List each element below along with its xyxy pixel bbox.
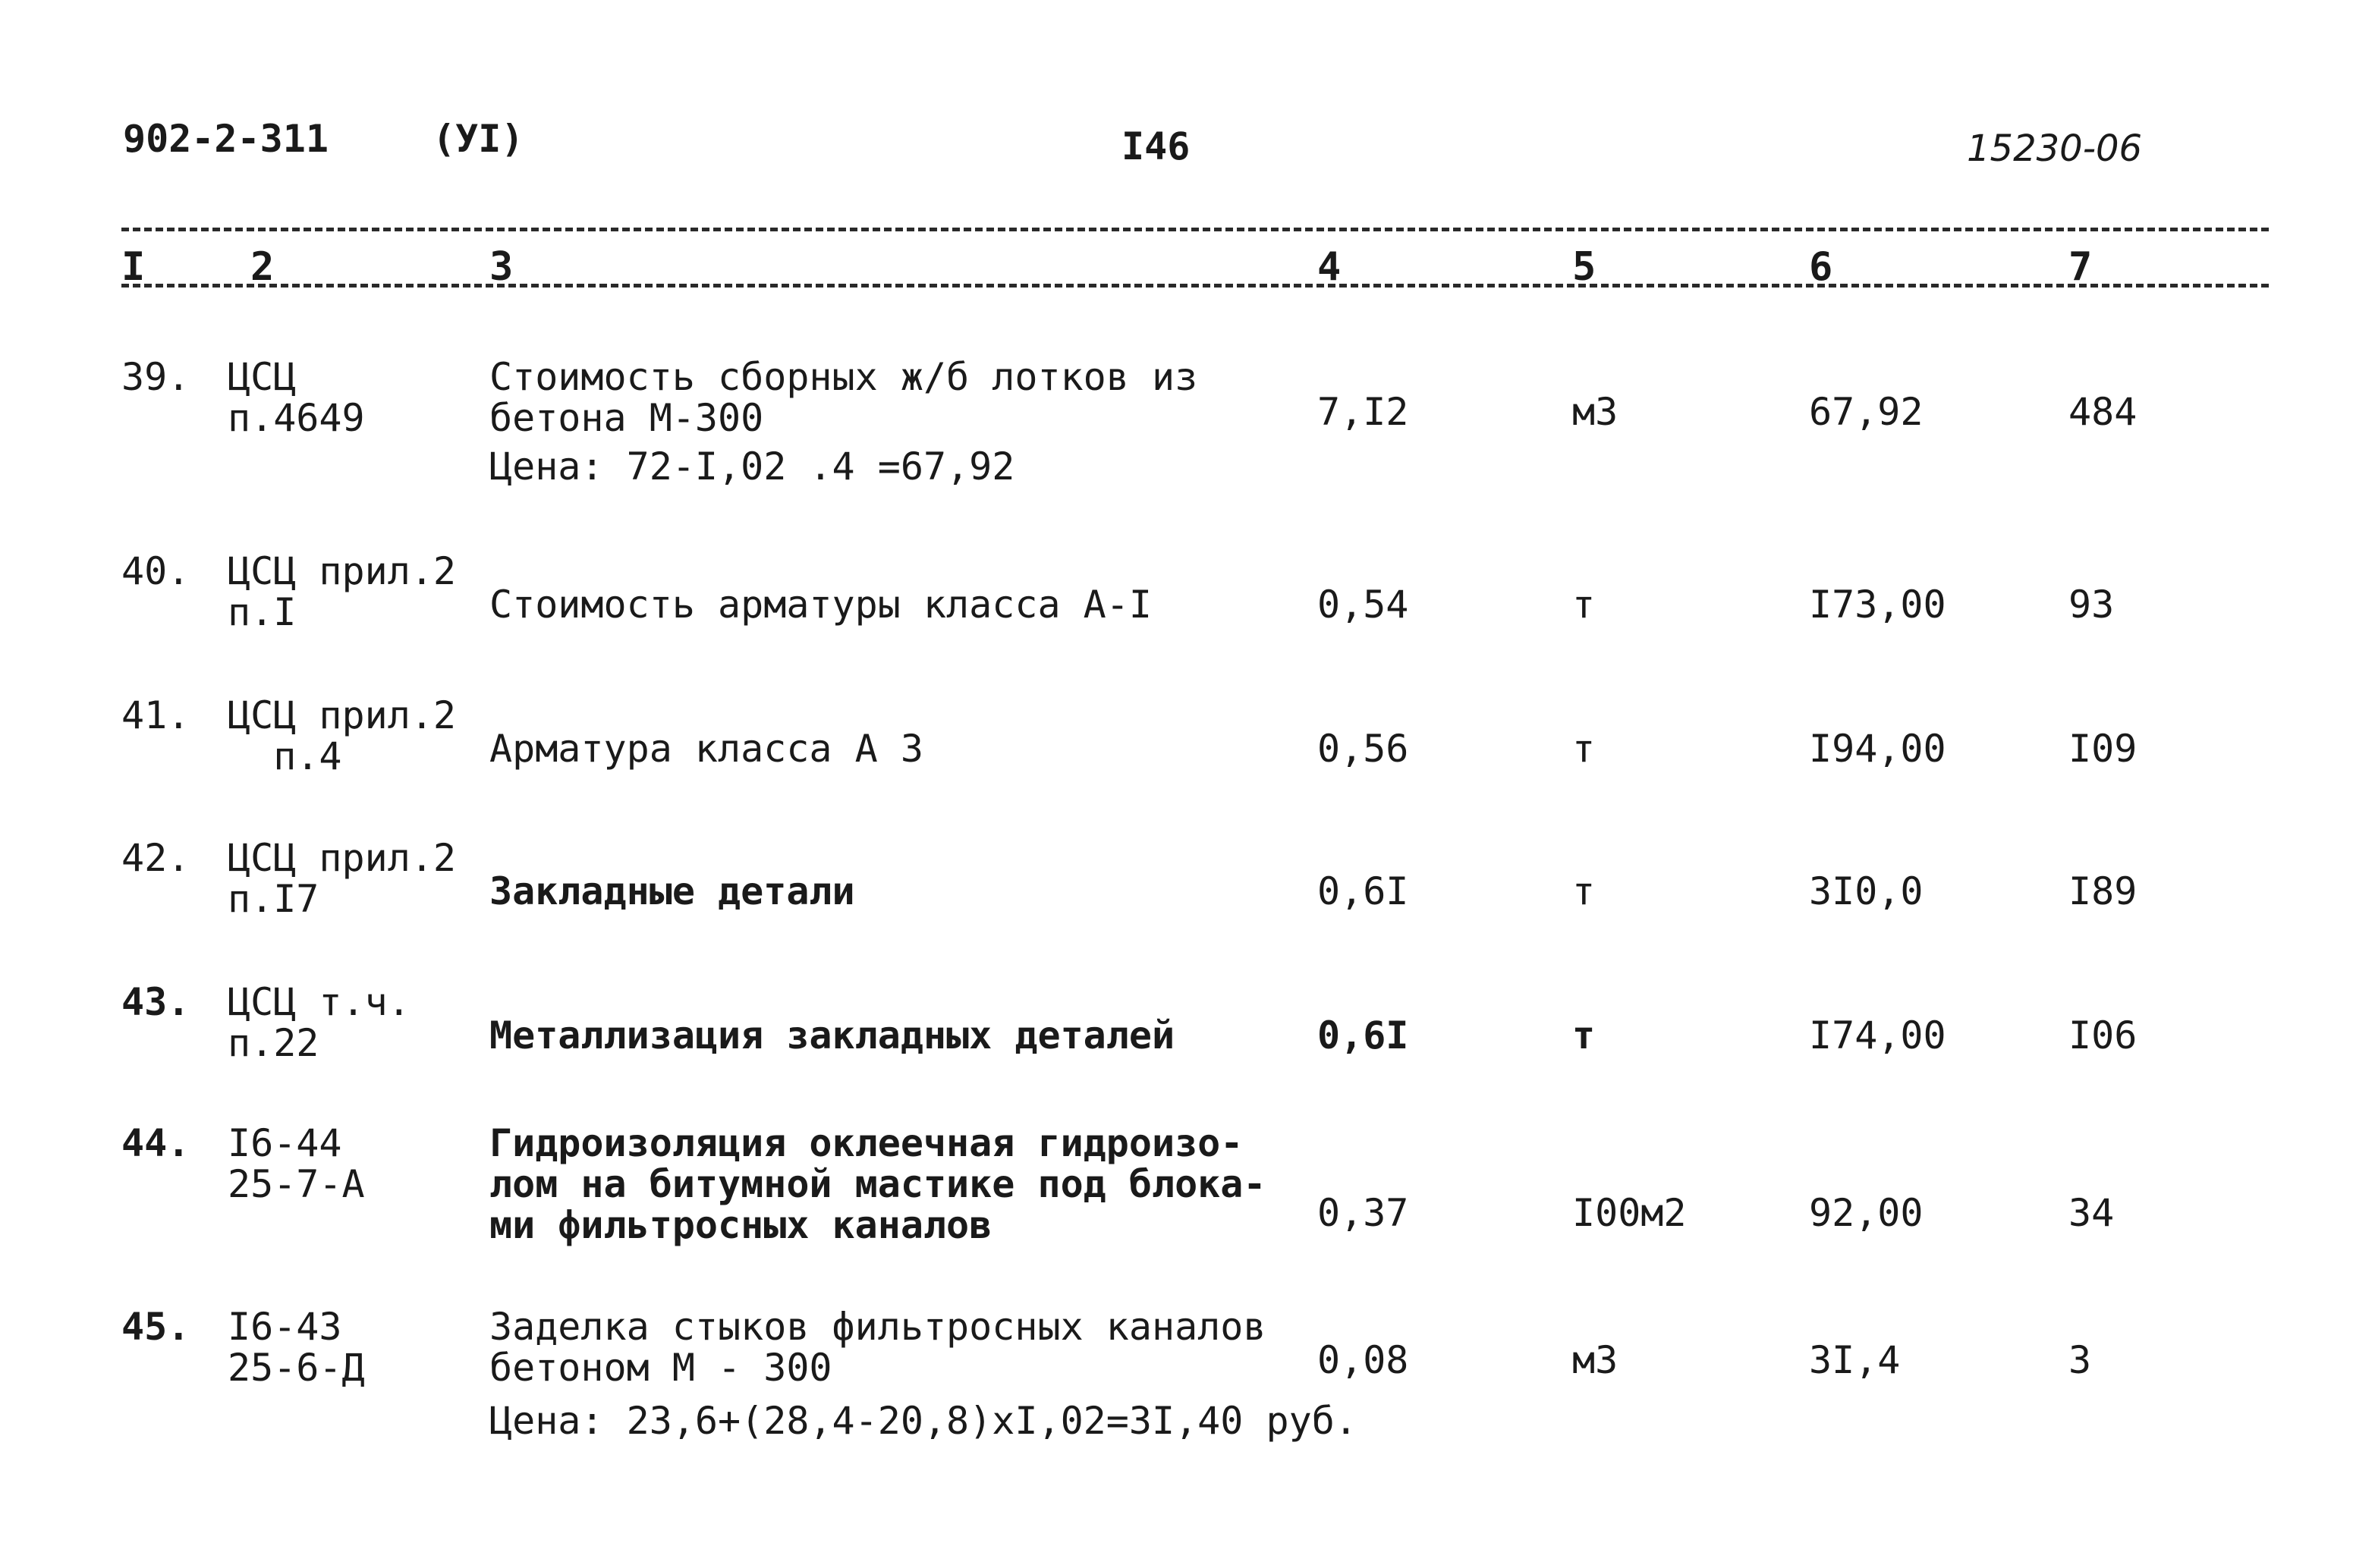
top-dashed-rule xyxy=(121,228,2269,231)
quantity: 0,6I xyxy=(1317,1013,1409,1057)
sheet-code: (УI) xyxy=(433,117,524,161)
description-line: бетона М-300 xyxy=(489,396,764,440)
reference-line: ЦСЦ xyxy=(228,355,297,399)
unit: т xyxy=(1572,1013,1596,1057)
reference-line: I6-43 xyxy=(228,1305,342,1349)
unit-price: 92,00 xyxy=(1809,1191,1924,1235)
total-cost: I09 xyxy=(2068,727,2138,771)
row-number: 42. xyxy=(121,836,190,880)
column-number-3: 3 xyxy=(489,244,514,290)
total-cost: 3 xyxy=(2068,1338,2092,1382)
column-number-7: 7 xyxy=(2068,244,2093,290)
reference-line: 25-6-Д xyxy=(228,1346,365,1390)
description-line: ми фильтросных каналов xyxy=(489,1203,992,1247)
price-note: Цена: 72-I,02 .4 =67,92 xyxy=(489,445,1015,489)
description-line: бетоном М - 300 xyxy=(489,1346,832,1390)
unit-price: 3I,4 xyxy=(1809,1338,1901,1382)
unit-price: 67,92 xyxy=(1809,390,1924,434)
unit-price: I74,00 xyxy=(1809,1013,1946,1057)
column-number-2: 2 xyxy=(250,244,275,290)
reference-line: п.I xyxy=(228,590,297,634)
reference-line: п.I7 xyxy=(228,877,319,921)
quantity: 0,6I xyxy=(1317,869,1409,913)
reference-line: ЦСЦ прил.2 xyxy=(228,549,457,593)
description-line: Стоимость сборных ж/б лотков из xyxy=(489,355,1198,399)
row-description: Стоимость арматуры класса А-I xyxy=(489,583,1152,627)
reference-line: п.22 xyxy=(228,1021,319,1065)
page-number: I46 xyxy=(1121,124,1191,168)
column-numbers-dashed-rule xyxy=(121,284,2269,288)
quantity: 0,37 xyxy=(1317,1191,1409,1235)
unit: м3 xyxy=(1572,390,1618,434)
row-reference xyxy=(228,1306,365,1388)
row-reference xyxy=(228,357,365,438)
row-description xyxy=(489,1123,1266,1246)
row-description: Арматура класса А 3 xyxy=(489,727,923,771)
price-note: Цена: 23,6+(28,4-20,8)xI,02=3I,40 руб. xyxy=(489,1399,1357,1443)
row-number: 45. xyxy=(121,1305,190,1349)
row-number: 41. xyxy=(121,693,190,737)
row-description: Металлизация закладных деталей xyxy=(489,1013,1175,1057)
quantity: 7,I2 xyxy=(1317,390,1409,434)
column-number-1: I xyxy=(121,244,146,290)
row-reference xyxy=(228,695,456,777)
unit: т xyxy=(1572,869,1596,913)
description-line: Гидроизоляция оклеечная гидроизо- xyxy=(489,1121,1244,1165)
row-number: 43. xyxy=(121,980,190,1024)
row-description xyxy=(489,1306,1266,1388)
row-reference xyxy=(228,982,411,1064)
document-code: 902-2-311 xyxy=(123,117,329,161)
reference-line: п.4649 xyxy=(228,396,365,440)
quantity: 0,54 xyxy=(1317,583,1409,627)
row-reference xyxy=(228,837,456,919)
unit: т xyxy=(1572,727,1596,771)
column-number-5: 5 xyxy=(1572,244,1596,290)
description-line: лом на битумной мастике под блока- xyxy=(489,1162,1266,1206)
unit: I00м2 xyxy=(1572,1191,1687,1235)
quantity: 0,56 xyxy=(1317,727,1409,771)
reference-line: I6-44 xyxy=(228,1121,342,1165)
reference-line: ЦСЦ прил.2 xyxy=(228,836,457,880)
column-number-4: 4 xyxy=(1317,244,1342,290)
unit-price: 3I0,0 xyxy=(1809,869,1924,913)
column-number-6: 6 xyxy=(1809,244,1833,290)
row-reference xyxy=(228,1123,365,1205)
total-cost: I89 xyxy=(2068,869,2138,913)
reference-line: 25-7-А xyxy=(228,1162,365,1206)
reference-line: п.4 xyxy=(273,734,342,778)
row-description: Закладные детали xyxy=(489,869,855,913)
unit-price: I94,00 xyxy=(1809,727,1946,771)
unit-price: I73,00 xyxy=(1809,583,1946,627)
row-description xyxy=(489,357,1197,438)
unit: м3 xyxy=(1572,1338,1618,1382)
row-number: 44. xyxy=(121,1121,190,1165)
row-number: 40. xyxy=(121,549,190,593)
total-cost: 34 xyxy=(2068,1191,2115,1235)
quantity: 0,08 xyxy=(1317,1338,1409,1382)
total-cost: 484 xyxy=(2068,390,2138,434)
reference-line: ЦСЦ прил.2 xyxy=(228,693,457,737)
row-number: 39. xyxy=(121,355,190,399)
row-reference xyxy=(228,551,456,633)
description-line: Заделка стыков фильтросных каналов xyxy=(489,1305,1266,1349)
archive-number: 15230-06 xyxy=(1967,127,2143,170)
total-cost: 93 xyxy=(2068,583,2115,627)
total-cost: I06 xyxy=(2068,1013,2138,1057)
reference-line: ЦСЦ т.ч. xyxy=(228,980,411,1024)
unit: т xyxy=(1572,583,1596,627)
